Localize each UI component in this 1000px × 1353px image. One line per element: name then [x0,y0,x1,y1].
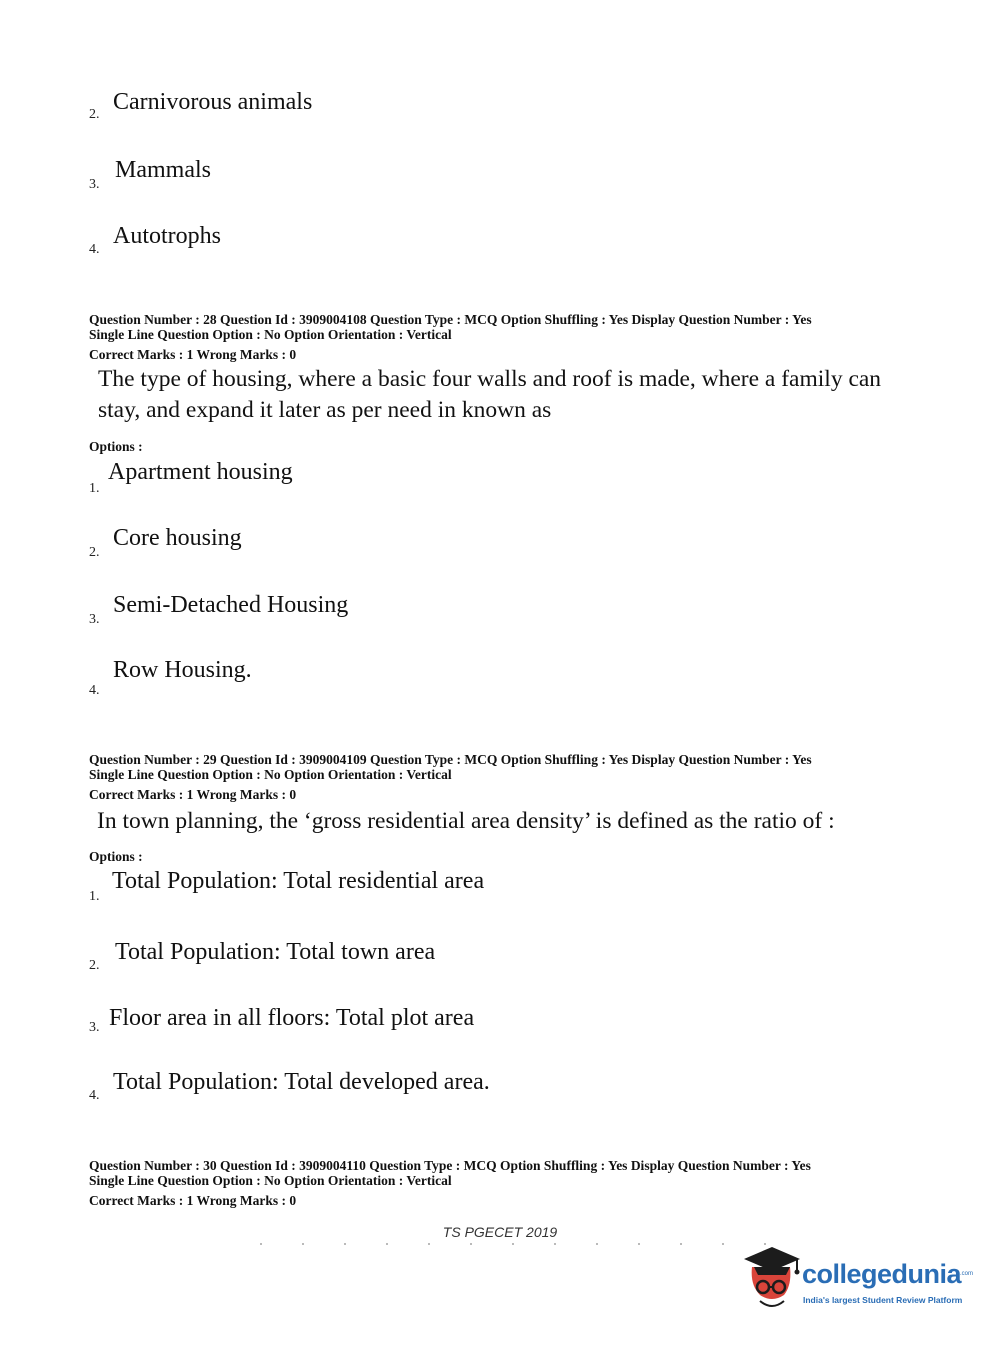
collegedunia-logo[interactable] [740,1245,974,1315]
option-text: Apartment housing [108,459,293,485]
option-number: 1. [89,889,100,904]
footer-divider [240,1243,780,1245]
footer-exam-name: TS PGECET 2019 [442,1224,558,1240]
option-number: 4. [89,683,100,698]
option-number: 4. [89,242,100,257]
option-text: Total Population: Total residential area [112,868,485,894]
question-marks: Correct Marks : 1 Wrong Marks : 0 [89,1193,297,1208]
question-meta: Single Line Question Option : No Option Orientation : Vertical [89,327,452,342]
option-text: Floor area in all floors: Total plot area [109,1005,475,1031]
options-label: Options : [89,439,143,454]
option-text: Core housing [113,525,242,551]
option-text: Total Population: Total town area [115,939,436,965]
question-meta: Single Line Question Option : No Option Orientation : Vertical [89,1173,452,1188]
option-number: 3. [89,177,100,192]
option-text: Carnivorous animals [113,89,313,115]
option-number: 1. [89,481,100,496]
option-number: 2. [89,545,100,560]
question-marks: Correct Marks : 1 Wrong Marks : 0 [89,787,297,802]
option-number: 2. [89,958,100,973]
question-meta: Question Number : 29 Question Id : 3909004109 Question Type : MCQ Option Shuffling : Yes Display Question Number : Yes [89,752,812,767]
graduate-mascot-icon [740,1245,802,1315]
question-text: The type of housing, where a basic four walls and roof is made, where a family can [98,366,882,392]
option-text: Mammals [115,157,211,183]
option-text: Autotrophs [113,223,221,249]
logo-domain: .com [960,1271,974,1277]
logo-tagline: India's largest Student Review Platform [803,1295,963,1305]
option-text: Semi-Detached Housing [113,592,349,618]
option-text: Total Population: Total developed area. [113,1069,490,1095]
question-meta: Single Line Question Option : No Option Orientation : Vertical [89,767,452,782]
question-meta: Question Number : 28 Question Id : 3909004108 Question Type : MCQ Option Shuffling : Yes Display Question Number : Yes [89,312,812,327]
question-text: In town planning, the ‘gross residential area density’ is defined as the ratio of : [97,808,835,834]
option-number: 3. [89,1020,100,1035]
option-text: Row Housing. [113,657,252,683]
option-number: 3. [89,612,100,627]
option-number: 2. [89,107,100,122]
logo-name: collegedunia [802,1259,962,1289]
question-text: stay, and expand it later as per need in known as [98,397,552,423]
question-meta: Question Number : 30 Question Id : 3909004110 Question Type : MCQ Option Shuffling : Yes Display Question Number : Yes [89,1158,811,1173]
question-marks: Correct Marks : 1 Wrong Marks : 0 [89,347,297,362]
options-label: Options : [89,849,143,864]
option-number: 4. [89,1088,100,1103]
